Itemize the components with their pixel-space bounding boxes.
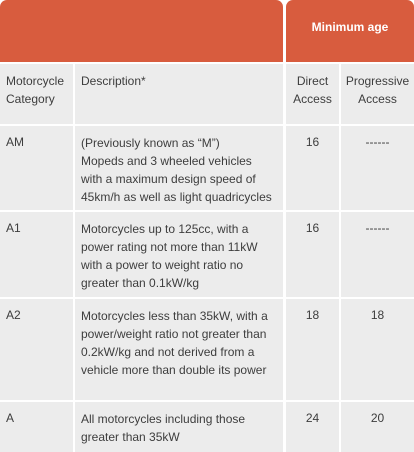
description-cell-line: power/weight ratio not greater than bbox=[81, 327, 267, 341]
category-cell bbox=[0, 299, 73, 400]
progressive-access-cell bbox=[341, 299, 414, 400]
description-cell-line: Mopeds and 3 wheeled vehicles bbox=[81, 154, 252, 168]
category-cell bbox=[0, 126, 73, 210]
column-header-direct-line: Direct bbox=[296, 74, 329, 88]
description-cell bbox=[75, 212, 283, 297]
description-cell-line: power rating not more than 11kW bbox=[81, 240, 258, 254]
description-cell-line: vehicle more than double its power bbox=[81, 363, 267, 377]
column-header-category-line: Category bbox=[6, 92, 55, 106]
direct-access-cell-line: 24 bbox=[305, 411, 320, 425]
column-header-progressive-line: Progressive bbox=[345, 74, 410, 88]
minimum-age-label: Minimum age bbox=[311, 20, 389, 34]
description-cell bbox=[75, 402, 283, 452]
direct-access-cell bbox=[286, 212, 339, 297]
description-cell-line: Motorcycles up to 125cc, with a bbox=[81, 222, 249, 236]
progressive-access-cell bbox=[341, 402, 414, 452]
direct-access-cell bbox=[286, 299, 339, 400]
description-cell-line: All motorcycles including those bbox=[81, 412, 246, 426]
direct-access-cell bbox=[286, 402, 339, 452]
column-header-description bbox=[75, 64, 283, 124]
description-cell bbox=[75, 126, 283, 210]
column-header-category-line: Motorcycle bbox=[6, 74, 65, 88]
category-cell-line: A2 bbox=[6, 308, 21, 322]
column-header-progressive-line: Access bbox=[358, 92, 397, 106]
category-cell bbox=[0, 212, 73, 297]
description-cell-line: greater than 0.1kW/kg bbox=[81, 276, 200, 290]
category-cell-line: A bbox=[6, 411, 15, 425]
description-cell-line: with a power to weight ratio no bbox=[81, 258, 244, 272]
direct-access-cell-line: 16 bbox=[305, 135, 320, 149]
progressive-access-cell-line: ------ bbox=[365, 135, 390, 149]
category-cell-line: A1 bbox=[6, 221, 21, 235]
direct-access-cell-line: 18 bbox=[305, 308, 320, 322]
column-header-description-line: Description* bbox=[81, 74, 146, 88]
table-header-minimum-age bbox=[286, 0, 414, 62]
progressive-access-cell bbox=[341, 126, 414, 210]
description-cell-line: greater than 35kW bbox=[81, 430, 180, 444]
column-header-progressive bbox=[341, 64, 414, 124]
description-cell-line: with a maximum design speed of bbox=[81, 172, 256, 186]
column-header-category bbox=[0, 64, 73, 124]
description-cell-line: Motorcycles less than 35kW, with a bbox=[81, 309, 268, 323]
description-cell-line: 45km/h as well as light quadricycles bbox=[81, 190, 272, 204]
progressive-access-cell-line: ------ bbox=[365, 221, 390, 235]
description-cell-line: 0.2kW/kg and not derived from a bbox=[81, 345, 255, 359]
column-header-direct bbox=[286, 64, 339, 124]
description-cell bbox=[75, 299, 283, 400]
category-cell bbox=[0, 402, 73, 452]
progressive-access-cell-line: 20 bbox=[370, 411, 385, 425]
table-header-left bbox=[0, 0, 283, 62]
category-cell-line: AM bbox=[6, 135, 24, 149]
direct-access-cell-line: 16 bbox=[305, 221, 320, 235]
column-header-direct-line: Access bbox=[293, 92, 332, 106]
description-cell-line: (Previously known as “M”) bbox=[81, 136, 220, 150]
progressive-access-cell-line: 18 bbox=[370, 308, 385, 322]
progressive-access-cell bbox=[341, 212, 414, 297]
direct-access-cell bbox=[286, 126, 339, 210]
